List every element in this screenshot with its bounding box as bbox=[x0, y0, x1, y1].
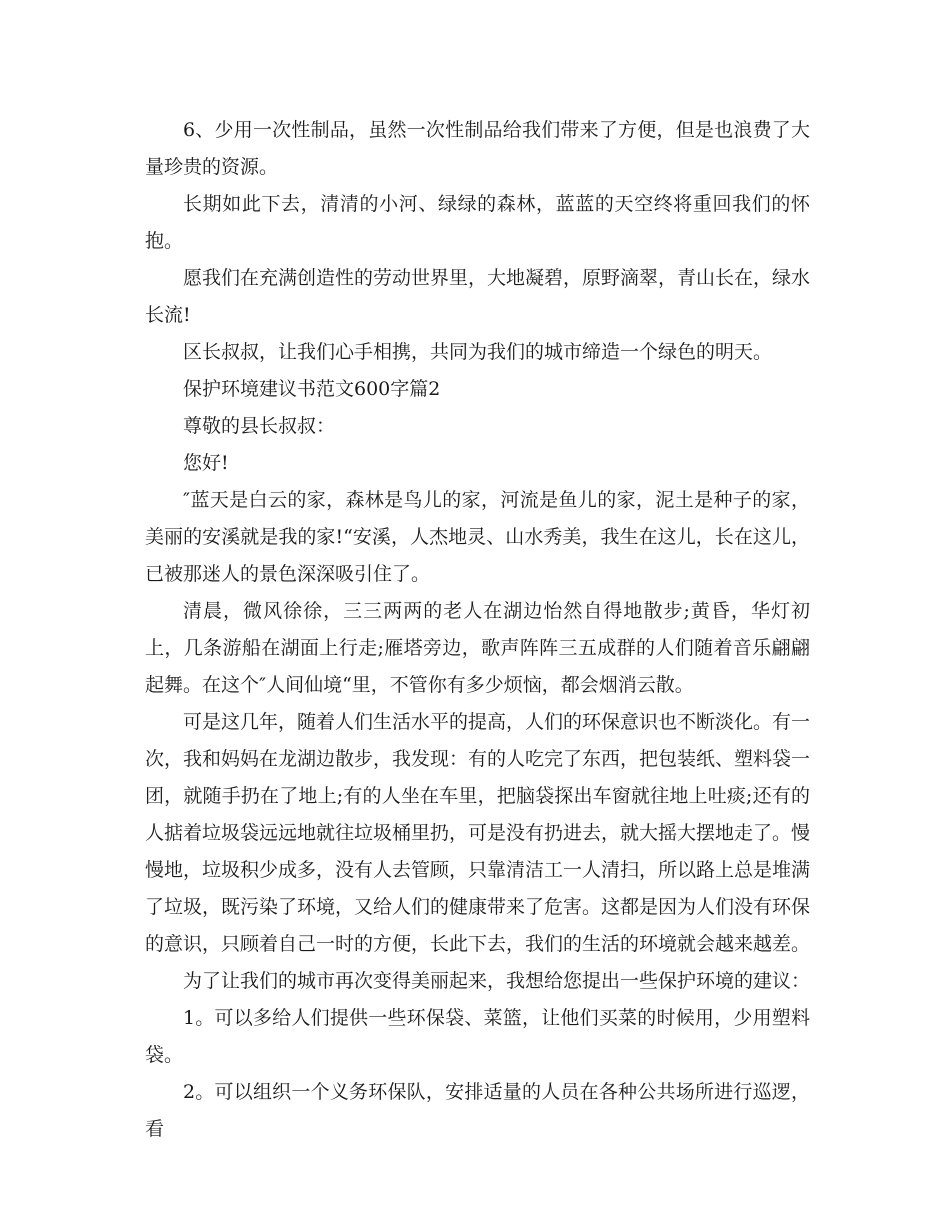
document-body bbox=[145, 112, 810, 1148]
paragraph: 长期如此下去，清清的小河、绿绿的森林，蓝蓝的天空终将重回我们的怀抱。 bbox=[145, 193, 810, 252]
section-heading: 保护环境建议书范文600字篇2 bbox=[183, 378, 441, 400]
paragraph: 可是这几年，随着人们生活水平的提高，人们的环保意识也不断淡化。有一次，我和妈妈在龙湖边散步，我发现：有的人吃完了东西，把包装纸、塑料袋一团，就随手扔在了地上;有的人坐在车里，把脑袋探出车窗就往地上吐痰;还有的人掂着垃圾袋远远地就往垃圾桶里扔，可是没有扔进去，就大摇大摆地走了。慢慢地，垃圾积少成多，没有人去管顾，只靠清洁工一人清扫，所以路上总是堆满了垃圾，既污染了环境，又给人们的健康带来了危害。这都是因为人们没有环保的意识，只顾着自己一时的方便，长此下去，我们的生活的环境就会越来越差。 bbox=[145, 711, 811, 955]
paragraph: 愿我们在充满创造性的劳动世界里，大地凝碧，原野滴翠，青山长在，绿水长流! bbox=[145, 267, 811, 326]
list-item: 2。可以组织一个义务环保队，安排适量的人员在各种公共场所进行巡逻，看 bbox=[145, 1081, 810, 1140]
paragraph: 清晨，微风徐徐，三三两两的老人在湖边怡然自得地散步;黄昏，华灯初上，几条游船在湖面上行走;雁塔旁边，歌声阵阵三五成群的人们随着音乐翩翩起舞。在这个″人间仙境“里，不管你有多少烦恼，都会烟消云散。 bbox=[145, 600, 810, 696]
paragraph: 区长叔叔，让我们心手相携，共同为我们的城市缔造一个绿色的明天。 bbox=[183, 341, 773, 363]
salutation: 尊敬的县长叔叔： bbox=[183, 415, 336, 437]
paragraph: ″蓝天是白云的家，森林是鸟儿的家，河流是鱼儿的家，泥土是种子的家，美丽的安溪就是我的家!“安溪，人杰地灵、山水秀美，我生在这儿，长在这儿，已被那迷人的景色深深吸引住了。 bbox=[145, 489, 810, 585]
list-item: 1。可以多给人们提供一些环保袋、菜篮，让他们买菜的时候用，少用塑料袋。 bbox=[145, 1007, 810, 1066]
greeting: 您好! bbox=[183, 452, 229, 474]
paragraph: 6、少用一次性制品，虽然一次性制品给我们带来了方便，但是也浪费了大量珍贵的资源。 bbox=[145, 119, 810, 178]
paragraph: 为了让我们的城市再次变得美丽起来，我想给您提出一些保护环境的建议： bbox=[183, 970, 811, 992]
